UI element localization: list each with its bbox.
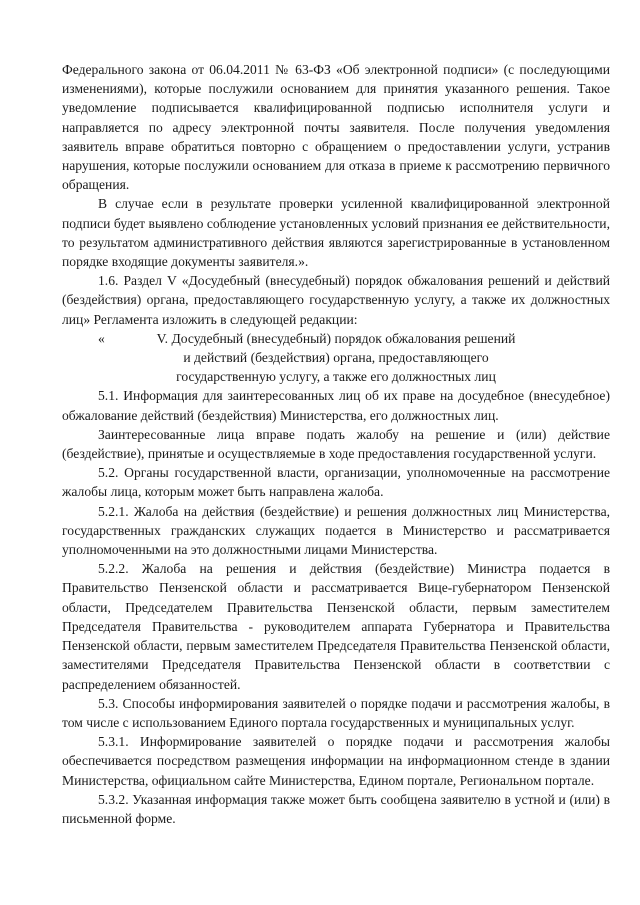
paragraph-5-1: 5.1. Информация для заинтересованных лиц об их праве на досудебное (внесудебное) обжалование действий (бездействия) Министерства, его должностных лиц. — [62, 388, 610, 423]
paragraph-5-2: 5.2. Органы государственной власти, организации, уполномоченные на рассмотрение жалобы лица, которым может быть направлена жалоба. — [62, 465, 610, 500]
paragraph-signature-check: В случае если в результате проверки усиленной квалифицированной электронной подписи будет выявлено соблюдение установленных условий признания ее действительности, то результатом административного действия являются зарегистрированные в установленном порядке входящие документы заявителя.». — [62, 196, 610, 270]
section-title-line-3: государственную услугу, а также его должностных лиц — [176, 369, 496, 385]
paragraph-continuation: Федерального закона от 06.04.2011 № 63-ФЗ «Об электронной подписи» (с последующими изменениями), которые послужили основанием для принятия указанного решения. Такое уведомление подписывается квалифицированной подписью исполнителя услуги и направляется по адресу электронной почты заявителя. После получения уведомления заявитель вправе обратиться повторно с обращением о предоставлении услуги, устранив нарушения, которые послужили основанием для отказа в приеме к рассмотрению первичного обращения. — [62, 62, 610, 193]
paragraph-interested-persons: Заинтересованные лица вправе подать жалобу на решение и (или) действие (бездействие), принятые и осуществляемые в ходе предоставления государственной услуги. — [62, 426, 610, 462]
paragraph-5-3-2: 5.3.2. Указанная информация также может быть сообщена заявителю в устной и (или) в письменной форме. — [62, 791, 610, 826]
paragraph-5-2-2: 5.2.2. Жалоба на решения и действия (бездействие) Министра подается в Правительство Пензенской области и рассматривается Вице-губернатором Пензенской области, Председателем Правительства Пензенской области, первым заместителем Председателя Правительства - руководителем аппарата Губернатора и Правительства Пензенской области, первым заместителем Председателя Правительства Пензенской области, заместителями Председателя Правительства Пензенской области в соответствии с распределением обязанностей. — [62, 561, 610, 692]
paragraph-5-3-1: 5.3.1. Информирование заявителей о порядке подачи и рассмотрения жалобы обеспечивается посредством размещения информации на информационном стенде в здании Министерства, официальном сайте Министерства, Едином портале, Региональном портале. — [62, 734, 610, 788]
section-v-title — [62, 329, 610, 387]
paragraph-5-2-1: 5.2.1. Жалоба на действия (бездействие) и решения должностных лиц Министерства, государственных гражданских служащих подается в Министерство и рассматривается уполномоченными на это должностными лицами Министерства. — [62, 503, 610, 558]
document-page — [62, 60, 610, 828]
section-title-line-1: V. Досудебный (внесудебный) порядок обжалования решений — [156, 330, 516, 346]
section-title-line-2: и действий (бездействия) органа, предоставляющего — [183, 350, 489, 366]
paragraph-5-3: 5.3. Способы информирования заявителей о порядке подачи и рассмотрения жалобы, в том числе с использованием Единого портала государственных и муниципальных услуг. — [62, 695, 610, 730]
paragraph-1-6: 1.6. Раздел V «Досудебный (внесудебный) порядок обжалования решений и действий (бездействия) органа, предоставляющего государственную услугу, а также их должностных лиц» Регламента изложить в следующей редакции: — [62, 273, 610, 327]
opening-quote: « — [98, 330, 105, 346]
